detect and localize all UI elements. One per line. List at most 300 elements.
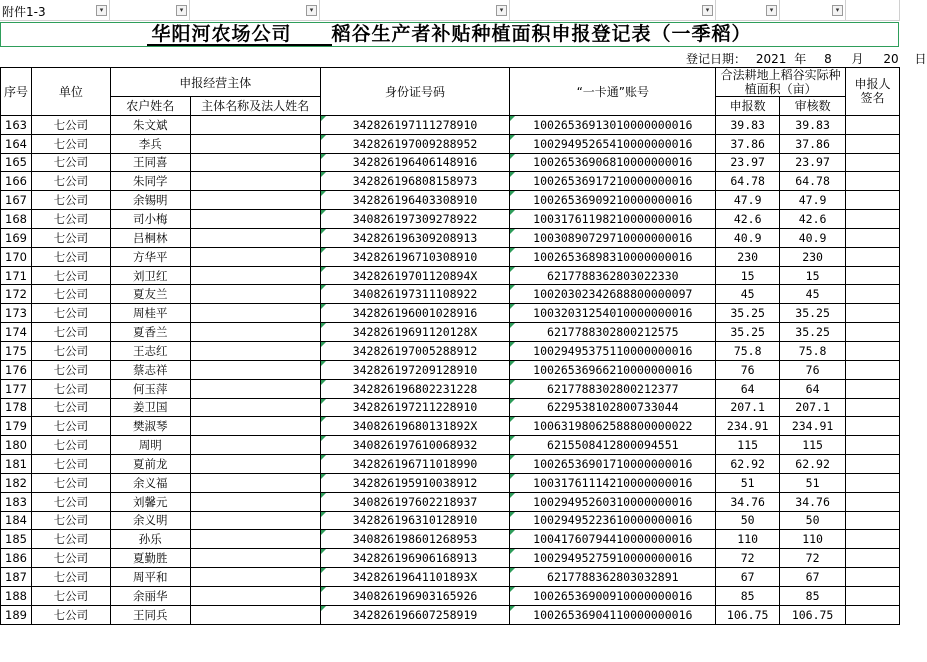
table-row (1, 172, 900, 191)
filter-dropdown-icon[interactable]: ▾ (702, 5, 713, 16)
cell-farmer-name[interactable]: 王同兵 (110, 605, 190, 624)
cell-id-number[interactable]: 34282619691120128X (320, 323, 510, 342)
cell-entity-name[interactable] (190, 417, 320, 436)
filter-cell-e (510, 0, 716, 21)
cell-entity-name[interactable] (190, 360, 320, 379)
cell-card-account[interactable]: 10026536917210000000016 (510, 172, 716, 191)
cell-verified[interactable]: 37.86 (780, 134, 846, 153)
cell-card-account[interactable]: 6217788362803032891 (510, 568, 716, 587)
filter-dropdown-icon[interactable]: ▾ (96, 5, 107, 16)
cell-seq[interactable]: 177 (1, 379, 32, 398)
table-row (1, 304, 900, 323)
cell-id-number[interactable]: 342826196710308910 (320, 247, 510, 266)
cell-signature[interactable] (846, 568, 900, 587)
registration-date (686, 50, 927, 67)
header-declared[interactable]: 申报数 (716, 97, 780, 116)
table-row (1, 134, 900, 153)
table-row (1, 398, 900, 417)
cell-seq[interactable]: 181 (1, 455, 32, 474)
cell-seq[interactable]: 180 (1, 436, 32, 455)
table-row (1, 266, 900, 285)
cell-unit[interactable]: 七公司 (31, 210, 110, 229)
cell-seq[interactable]: 170 (1, 247, 32, 266)
cell-unit[interactable]: 七公司 (31, 341, 110, 360)
table-row (1, 360, 900, 379)
cell-declared[interactable]: 230 (716, 247, 780, 266)
cell-seq[interactable]: 179 (1, 417, 32, 436)
table-row (1, 285, 900, 304)
cell-card-account[interactable]: 10029495260310000000016 (510, 492, 716, 511)
cell-seq[interactable]: 187 (1, 568, 32, 587)
cell-declared[interactable]: 110 (716, 530, 780, 549)
cell-id-number[interactable]: 342826197009288952 (320, 134, 510, 153)
cell-verified[interactable]: 207.1 (780, 398, 846, 417)
cell-unit[interactable]: 七公司 (31, 455, 110, 474)
cell-declared[interactable]: 207.1 (716, 398, 780, 417)
cell-verified[interactable]: 35.25 (780, 304, 846, 323)
cell-entity-name[interactable] (190, 323, 320, 342)
cell-entity-name[interactable] (190, 134, 320, 153)
cell-unit[interactable]: 七公司 (31, 323, 110, 342)
filter-cell-b (110, 0, 190, 21)
table-row (1, 191, 900, 210)
cell-id-number[interactable]: 340826197311108922 (320, 285, 510, 304)
cell-farmer-name[interactable]: 周明 (110, 436, 190, 455)
cell-entity-name[interactable] (190, 492, 320, 511)
cell-signature[interactable] (846, 210, 900, 229)
cell-signature[interactable] (846, 455, 900, 474)
cell-unit[interactable]: 七公司 (31, 549, 110, 568)
cell-verified[interactable]: 23.97 (780, 153, 846, 172)
cell-declared[interactable]: 115 (716, 436, 780, 455)
cell-seq[interactable]: 178 (1, 398, 32, 417)
cell-card-account[interactable]: 10029495265410000000016 (510, 134, 716, 153)
cell-signature[interactable] (846, 586, 900, 605)
cell-card-account[interactable]: 6229538102800733044 (510, 398, 716, 417)
cell-signature[interactable] (846, 323, 900, 342)
cell-card-account[interactable]: 10029495275910000000016 (510, 549, 716, 568)
table-row (1, 115, 900, 134)
cell-farmer-name[interactable]: 司小梅 (110, 210, 190, 229)
date-month-unit: 月 (851, 52, 864, 66)
cell-verified[interactable]: 51 (780, 473, 846, 492)
header-area-group[interactable]: 合法耕地上稻谷实际种植面积（亩） (716, 68, 846, 97)
cell-signature[interactable] (846, 549, 900, 568)
cell-seq[interactable]: 167 (1, 191, 32, 210)
cell-entity-name[interactable] (190, 511, 320, 530)
cell-signature[interactable] (846, 605, 900, 624)
cell-id-number[interactable]: 342826197209128910 (320, 360, 510, 379)
cell-farmer-name[interactable]: 方华平 (110, 247, 190, 266)
header-unit[interactable]: 单位 (31, 68, 110, 116)
table-body (1, 115, 900, 624)
filter-dropdown-icon[interactable]: ▾ (832, 5, 843, 16)
cell-farmer-name[interactable]: 吕桐林 (110, 228, 190, 247)
cell-id-number[interactable]: 342826196808158973 (320, 172, 510, 191)
cell-seq[interactable]: 166 (1, 172, 32, 191)
cell-seq[interactable]: 164 (1, 134, 32, 153)
filter-bar (0, 0, 900, 22)
cell-card-account[interactable]: 10029495375110000000016 (510, 341, 716, 360)
cell-declared[interactable]: 85 (716, 586, 780, 605)
header-entity-name[interactable]: 主体名称及法人姓名 (190, 97, 320, 116)
cell-entity-name[interactable] (190, 266, 320, 285)
cell-farmer-name[interactable]: 王同喜 (110, 153, 190, 172)
cell-declared[interactable]: 62.92 (716, 455, 780, 474)
cell-seq[interactable]: 184 (1, 511, 32, 530)
filter-cell-g (780, 0, 846, 21)
cell-card-account[interactable]: 10020302342688800000097 (510, 285, 716, 304)
cell-id-number[interactable]: 34082619680131892X (320, 417, 510, 436)
cell-declared[interactable]: 35.25 (716, 323, 780, 342)
cell-declared[interactable]: 67 (716, 568, 780, 587)
cell-signature[interactable] (846, 379, 900, 398)
cell-farmer-name[interactable]: 孙乐 (110, 530, 190, 549)
cell-declared[interactable]: 64.78 (716, 172, 780, 191)
cell-unit[interactable]: 七公司 (31, 530, 110, 549)
cell-card-account[interactable]: 6217788302800212575 (510, 323, 716, 342)
cell-seq[interactable]: 185 (1, 530, 32, 549)
cell-signature[interactable] (846, 247, 900, 266)
cell-seq[interactable]: 174 (1, 323, 32, 342)
cell-entity-name[interactable] (190, 473, 320, 492)
filter-dropdown-icon[interactable]: ▾ (766, 5, 777, 16)
cell-farmer-name[interactable]: 余丽华 (110, 586, 190, 605)
filter-cell-d (320, 0, 510, 21)
cell-signature[interactable] (846, 360, 900, 379)
cell-card-account[interactable]: 10030890729710000000016 (510, 228, 716, 247)
cell-declared[interactable]: 37.86 (716, 134, 780, 153)
cell-farmer-name[interactable]: 周桂平 (110, 304, 190, 323)
cell-verified[interactable]: 75.8 (780, 341, 846, 360)
cell-verified[interactable]: 64 (780, 379, 846, 398)
cell-unit[interactable]: 七公司 (31, 436, 110, 455)
cell-declared[interactable]: 42.6 (716, 210, 780, 229)
table-row (1, 455, 900, 474)
cell-farmer-name[interactable]: 夏友兰 (110, 285, 190, 304)
cell-signature[interactable] (846, 511, 900, 530)
cell-verified[interactable]: 76 (780, 360, 846, 379)
cell-entity-name[interactable] (190, 153, 320, 172)
cell-declared[interactable]: 51 (716, 473, 780, 492)
company-name: 华阳河农场公司 (147, 24, 295, 46)
cell-seq[interactable]: 172 (1, 285, 32, 304)
cell-id-number[interactable]: 342826196607258919 (320, 605, 510, 624)
cell-id-number[interactable]: 340826198601268953 (320, 530, 510, 549)
cell-seq[interactable]: 186 (1, 549, 32, 568)
cell-declared[interactable]: 75.8 (716, 341, 780, 360)
cell-unit[interactable]: 七公司 (31, 134, 110, 153)
cell-id-number[interactable]: 342826196309208913 (320, 228, 510, 247)
cell-declared[interactable]: 76 (716, 360, 780, 379)
cell-signature[interactable] (846, 266, 900, 285)
cell-signature[interactable] (846, 530, 900, 549)
filter-dropdown-icon[interactable]: ▾ (306, 5, 317, 16)
cell-id-number[interactable]: 342826196906168913 (320, 549, 510, 568)
date-label: 登记日期： (686, 52, 747, 66)
cell-unit[interactable]: 七公司 (31, 247, 110, 266)
header-seq[interactable]: 序号 (1, 68, 32, 116)
form-title: 稻谷生产者补贴种植面积申报登记表（一季稻） (331, 23, 752, 45)
cell-farmer-name[interactable]: 姜卫国 (110, 398, 190, 417)
cell-signature[interactable] (846, 191, 900, 210)
cell-signature[interactable] (846, 285, 900, 304)
cell-unit[interactable]: 七公司 (31, 568, 110, 587)
cell-declared[interactable]: 47.9 (716, 191, 780, 210)
cell-card-account[interactable]: 10026536913010000000016 (510, 115, 716, 134)
cell-seq[interactable]: 182 (1, 473, 32, 492)
cell-farmer-name[interactable]: 朱同学 (110, 172, 190, 191)
cell-unit[interactable]: 七公司 (31, 586, 110, 605)
cell-declared[interactable]: 35.25 (716, 304, 780, 323)
header-id-number[interactable]: 身份证号码 (320, 68, 510, 116)
cell-signature[interactable] (846, 492, 900, 511)
cell-entity-name[interactable] (190, 172, 320, 191)
cell-signature[interactable] (846, 436, 900, 455)
cell-seq[interactable]: 176 (1, 360, 32, 379)
table-row (1, 530, 900, 549)
cell-verified[interactable]: 115 (780, 436, 846, 455)
cell-id-number[interactable]: 340826197309278922 (320, 210, 510, 229)
cell-signature[interactable] (846, 304, 900, 323)
header-verified[interactable]: 审核数 (780, 97, 846, 116)
cell-id-number[interactable]: 340826196903165926 (320, 586, 510, 605)
table-row (1, 341, 900, 360)
cell-verified[interactable]: 42.6 (780, 210, 846, 229)
cell-unit[interactable]: 七公司 (31, 285, 110, 304)
cell-entity-name[interactable] (190, 379, 320, 398)
cell-verified[interactable]: 72 (780, 549, 846, 568)
cell-unit[interactable]: 七公司 (31, 398, 110, 417)
cell-id-number[interactable]: 340826197610068932 (320, 436, 510, 455)
table-row (1, 210, 900, 229)
cell-id-number[interactable]: 342826197111278910 (320, 115, 510, 134)
cell-card-account[interactable]: 10031761114210000000016 (510, 473, 716, 492)
cell-card-account[interactable]: 6215508412800094551 (510, 436, 716, 455)
cell-seq[interactable]: 169 (1, 228, 32, 247)
cell-verified[interactable]: 50 (780, 511, 846, 530)
cell-unit[interactable]: 七公司 (31, 304, 110, 323)
cell-farmer-name[interactable]: 樊淑琴 (110, 417, 190, 436)
cell-card-account[interactable]: 6217788362803022330 (510, 266, 716, 285)
cell-farmer-name[interactable]: 李兵 (110, 134, 190, 153)
cell-unit[interactable]: 七公司 (31, 379, 110, 398)
cell-declared[interactable]: 40.9 (716, 228, 780, 247)
filter-cell-c (190, 0, 320, 21)
cell-id-number[interactable]: 342826196403308910 (320, 191, 510, 210)
cell-farmer-name[interactable]: 余义明 (110, 511, 190, 530)
cell-unit[interactable]: 七公司 (31, 115, 110, 134)
date-day-unit: 日 (914, 52, 927, 66)
cell-signature[interactable] (846, 398, 900, 417)
table-row (1, 511, 900, 530)
cell-verified[interactable]: 110 (780, 530, 846, 549)
cell-verified[interactable]: 230 (780, 247, 846, 266)
cell-declared[interactable]: 64 (716, 379, 780, 398)
cell-entity-name[interactable] (190, 304, 320, 323)
cell-farmer-name[interactable]: 余义福 (110, 473, 190, 492)
cell-unit[interactable]: 七公司 (31, 417, 110, 436)
cell-seq[interactable]: 175 (1, 341, 32, 360)
cell-entity-name[interactable] (190, 115, 320, 134)
cell-card-account[interactable]: 10029495223610000000016 (510, 511, 716, 530)
cell-unit[interactable]: 七公司 (31, 605, 110, 624)
cell-seq[interactable]: 189 (1, 605, 32, 624)
cell-verified[interactable]: 85 (780, 586, 846, 605)
cell-id-number[interactable]: 342826196711018990 (320, 455, 510, 474)
cell-verified[interactable]: 35.25 (780, 323, 846, 342)
filter-cell-f (716, 0, 780, 21)
cell-card-account[interactable]: 10032031254010000000016 (510, 304, 716, 323)
attachment-label: 附件1-3 (2, 5, 46, 19)
cell-entity-name[interactable] (190, 605, 320, 624)
cell-unit[interactable]: 七公司 (31, 492, 110, 511)
cell-verified[interactable]: 64.78 (780, 172, 846, 191)
cell-declared[interactable]: 106.75 (716, 605, 780, 624)
cell-seq[interactable]: 163 (1, 115, 32, 134)
cell-seq[interactable]: 188 (1, 586, 32, 605)
cell-id-number[interactable]: 34282619641101893X (320, 568, 510, 587)
table-row (1, 379, 900, 398)
cell-id-number[interactable]: 342826196802231228 (320, 379, 510, 398)
cell-signature[interactable] (846, 417, 900, 436)
filter-dropdown-icon[interactable]: ▾ (176, 5, 187, 16)
cell-farmer-name[interactable]: 何玉萍 (110, 379, 190, 398)
cell-seq[interactable]: 168 (1, 210, 32, 229)
cell-unit[interactable]: 七公司 (31, 153, 110, 172)
cell-card-account[interactable]: 10031761198210000000016 (510, 210, 716, 229)
cell-declared[interactable]: 45 (716, 285, 780, 304)
cell-card-account[interactable]: 10026536904110000000016 (510, 605, 716, 624)
cell-farmer-name[interactable]: 朱文斌 (110, 115, 190, 134)
cell-signature[interactable] (846, 341, 900, 360)
cell-unit[interactable]: 七公司 (31, 228, 110, 247)
cell-verified[interactable]: 62.92 (780, 455, 846, 474)
table-row (1, 568, 900, 587)
cell-farmer-name[interactable]: 蔡志祥 (110, 360, 190, 379)
cell-entity-name[interactable] (190, 191, 320, 210)
cell-entity-name[interactable] (190, 586, 320, 605)
cell-entity-name[interactable] (190, 530, 320, 549)
cell-farmer-name[interactable]: 刘卫红 (110, 266, 190, 285)
cell-card-account[interactable]: 6217788302800212377 (510, 379, 716, 398)
header-card-account[interactable]: “一卡通”账号 (510, 68, 716, 116)
table-row (1, 436, 900, 455)
cell-verified[interactable]: 39.83 (780, 115, 846, 134)
table-row (1, 323, 900, 342)
title-cell[interactable] (0, 22, 899, 47)
cell-declared[interactable]: 72 (716, 549, 780, 568)
cell-id-number[interactable]: 342826197211228910 (320, 398, 510, 417)
cell-signature[interactable] (846, 115, 900, 134)
cell-verified[interactable]: 34.76 (780, 492, 846, 511)
filter-cell-a (0, 0, 110, 21)
cell-id-number[interactable]: 342826196001028916 (320, 304, 510, 323)
cell-unit[interactable]: 七公司 (31, 191, 110, 210)
cell-farmer-name[interactable]: 余锡明 (110, 191, 190, 210)
cell-card-account[interactable]: 10026536906810000000016 (510, 153, 716, 172)
cell-seq[interactable]: 165 (1, 153, 32, 172)
cell-farmer-name[interactable]: 刘馨元 (110, 492, 190, 511)
cell-unit[interactable]: 七公司 (31, 266, 110, 285)
cell-unit[interactable]: 七公司 (31, 511, 110, 530)
header-signature[interactable]: 申报人签名 (846, 68, 900, 116)
cell-entity-name[interactable] (190, 436, 320, 455)
cell-farmer-name[interactable]: 王志红 (110, 341, 190, 360)
cell-farmer-name[interactable]: 夏勤胜 (110, 549, 190, 568)
table-row (1, 492, 900, 511)
cell-card-account[interactable]: 10026536898310000000016 (510, 247, 716, 266)
cell-card-account[interactable]: 10026536901710000000016 (510, 455, 716, 474)
cell-seq[interactable]: 171 (1, 266, 32, 285)
cell-signature[interactable] (846, 134, 900, 153)
table-row (1, 417, 900, 436)
cell-unit[interactable]: 七公司 (31, 360, 110, 379)
cell-declared[interactable]: 23.97 (716, 153, 780, 172)
cell-entity-name[interactable] (190, 549, 320, 568)
cell-seq[interactable]: 173 (1, 304, 32, 323)
cell-entity-name[interactable] (190, 247, 320, 266)
cell-id-number[interactable]: 342826196310128910 (320, 511, 510, 530)
cell-card-account[interactable]: 10026536966210000000016 (510, 360, 716, 379)
cell-farmer-name[interactable]: 夏前龙 (110, 455, 190, 474)
cell-id-number[interactable]: 342826196406148916 (320, 153, 510, 172)
cell-signature[interactable] (846, 228, 900, 247)
cell-verified[interactable]: 47.9 (780, 191, 846, 210)
cell-unit[interactable]: 七公司 (31, 473, 110, 492)
cell-declared[interactable]: 39.83 (716, 115, 780, 134)
cell-declared[interactable]: 234.91 (716, 417, 780, 436)
cell-seq[interactable]: 183 (1, 492, 32, 511)
cell-verified[interactable]: 15 (780, 266, 846, 285)
cell-verified[interactable]: 67 (780, 568, 846, 587)
cell-entity-name[interactable] (190, 228, 320, 247)
cell-farmer-name[interactable]: 夏香兰 (110, 323, 190, 342)
cell-declared[interactable]: 15 (716, 266, 780, 285)
date-day: 20 (883, 52, 899, 66)
cell-signature[interactable] (846, 153, 900, 172)
filter-cell-h (846, 0, 900, 21)
cell-verified[interactable]: 40.9 (780, 228, 846, 247)
cell-id-number[interactable]: 342826195910038912 (320, 473, 510, 492)
cell-entity-name[interactable] (190, 341, 320, 360)
cell-declared[interactable]: 34.76 (716, 492, 780, 511)
cell-signature[interactable] (846, 473, 900, 492)
cell-farmer-name[interactable]: 周平和 (110, 568, 190, 587)
filter-dropdown-icon[interactable]: ▾ (496, 5, 507, 16)
cell-verified[interactable]: 106.75 (780, 605, 846, 624)
cell-entity-name[interactable] (190, 568, 320, 587)
cell-verified[interactable]: 234.91 (780, 417, 846, 436)
cell-card-account[interactable]: 10026536909210000000016 (510, 191, 716, 210)
cell-entity-name[interactable] (190, 285, 320, 304)
cell-declared[interactable]: 50 (716, 511, 780, 530)
cell-card-account[interactable]: 10063198062588800000022 (510, 417, 716, 436)
cell-id-number[interactable]: 340826197602218937 (320, 492, 510, 511)
cell-signature[interactable] (846, 172, 900, 191)
cell-card-account[interactable]: 10026536900910000000016 (510, 586, 716, 605)
cell-entity-name[interactable] (190, 455, 320, 474)
cell-entity-name[interactable] (190, 210, 320, 229)
cell-id-number[interactable]: 342826197005288912 (320, 341, 510, 360)
cell-entity-name[interactable] (190, 398, 320, 417)
header-entity-group[interactable]: 申报经营主体 (110, 68, 320, 97)
cell-verified[interactable]: 45 (780, 285, 846, 304)
cell-unit[interactable]: 七公司 (31, 172, 110, 191)
cell-id-number[interactable]: 34282619701120894X (320, 266, 510, 285)
cell-card-account[interactable]: 10041760794410000000016 (510, 530, 716, 549)
header-farmer-name[interactable]: 农户姓名 (110, 97, 190, 116)
